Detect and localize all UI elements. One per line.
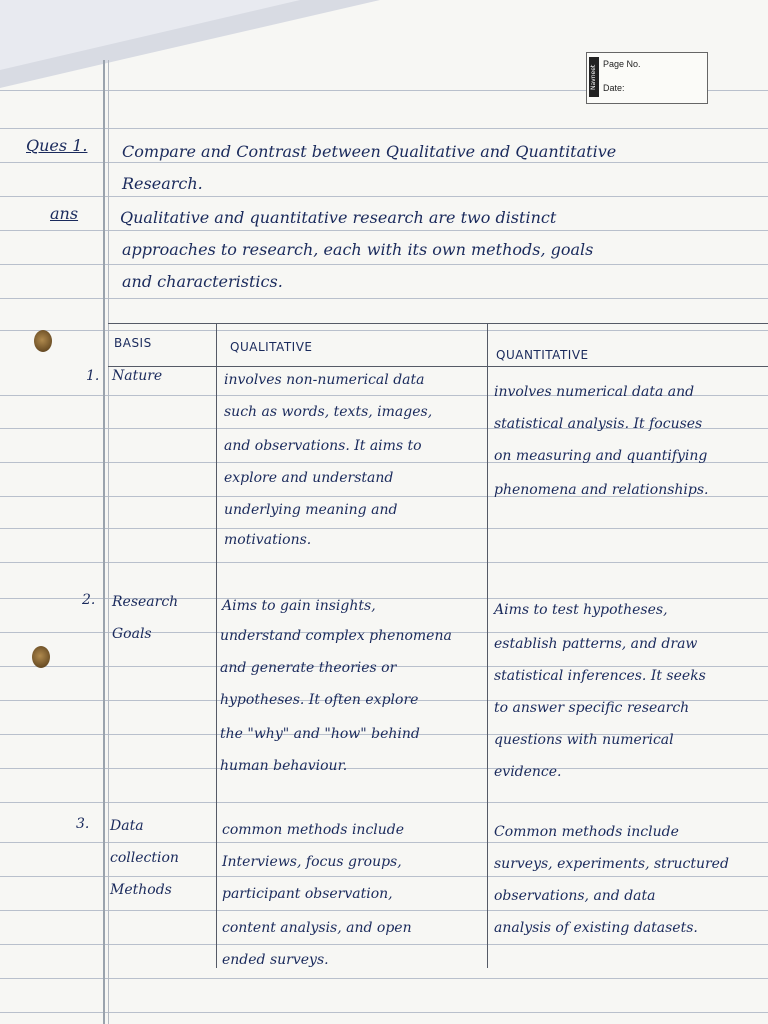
row-1-quant-line: phenomena and relationships. [494, 482, 709, 498]
row-1-basis: Nature [112, 368, 163, 384]
row-1-quant-line: on measuring and quantifying [494, 448, 708, 464]
row-1-qual-line: such as words, texts, images, [224, 404, 433, 420]
row-3-qual-line: ended surveys. [222, 952, 329, 968]
row-1-number: 1. [86, 368, 100, 384]
header-quantitative: QUANTITATIVE [496, 348, 589, 362]
row-2-qual-line: understand complex phenomena [220, 628, 452, 644]
row-3-basis: Data [110, 818, 144, 834]
row-3-quant-line: Common methods include [494, 824, 679, 840]
row-3-basis: collection [110, 850, 179, 866]
row-2-quant-line: to answer specific research [494, 700, 690, 716]
page-date-box [586, 52, 708, 104]
margin-line [103, 60, 105, 1024]
answer-line-1: Qualitative and quantitative research are two distinct [120, 208, 557, 227]
row-3-quant-line: analysis of existing datasets. [494, 920, 698, 936]
answer-line-3: and characteristics. [122, 272, 283, 291]
margin-line-inner [108, 60, 109, 1024]
row-2-quant-line: questions with numerical [494, 732, 674, 748]
row-2-qual-line: and generate theories or [220, 660, 397, 676]
question-line-2: Research. [122, 174, 203, 193]
row-3-qual-line: content analysis, and open [222, 920, 412, 936]
row-2-basis: Research [112, 594, 179, 610]
row-2-qual-line: human behaviour. [220, 758, 348, 774]
row-3-number: 3. [76, 816, 90, 832]
answer-label: ans [50, 204, 79, 223]
row-2-qual-line: Aims to gain insights, [222, 598, 376, 614]
answer-line-2: approaches to research, each with its own methods, goals [122, 240, 594, 259]
brand-logo: Navneet [589, 57, 599, 97]
row-3-quant-line: surveys, experiments, structured [494, 856, 729, 872]
header-basis: BASIS [114, 336, 152, 350]
row-1-qual-line: involves non-numerical data [224, 372, 425, 388]
row-3-basis: Methods [110, 882, 172, 898]
row-2-qual-line: the "why" and "how" behind [220, 726, 420, 742]
page-no-label: Page No. [603, 59, 641, 69]
header-qualitative: QUALITATIVE [230, 340, 313, 354]
row-3-qual-line: common methods include [222, 822, 405, 838]
row-3-quant-line: observations, and data [494, 888, 656, 904]
row-2-basis: Goals [112, 626, 152, 642]
row-2-quant-line: establish patterns, and draw [494, 636, 698, 652]
question-label: Ques 1. [26, 136, 88, 155]
row-1-qual-line: motivations. [224, 532, 312, 548]
row-1-qual-line: underlying meaning and [224, 502, 398, 518]
row-1-qual-line: explore and understand [224, 470, 394, 486]
row-1-quant-line: statistical analysis. It focuses [494, 416, 703, 432]
row-2-quant-line: statistical inferences. It seeks [494, 668, 706, 684]
row-2-quant-line: Aims to test hypotheses, [494, 602, 668, 618]
row-2-number: 2. [82, 592, 96, 608]
row-3-qual-line: participant observation, [222, 886, 393, 902]
row-1-quant-line: involves numerical data and [494, 384, 695, 400]
row-3-qual-line: Interviews, focus groups, [222, 854, 402, 870]
row-1-qual-line: and observations. It aims to [224, 438, 422, 454]
row-2-qual-line: hypotheses. It often explore [220, 692, 419, 708]
binder-hole [32, 646, 50, 668]
row-2-quant-line: evidence. [494, 764, 562, 780]
date-label: Date: [603, 83, 625, 93]
question-line-1: Compare and Contrast between Qualitative and Quantitative [122, 142, 617, 161]
binder-hole [34, 330, 52, 352]
